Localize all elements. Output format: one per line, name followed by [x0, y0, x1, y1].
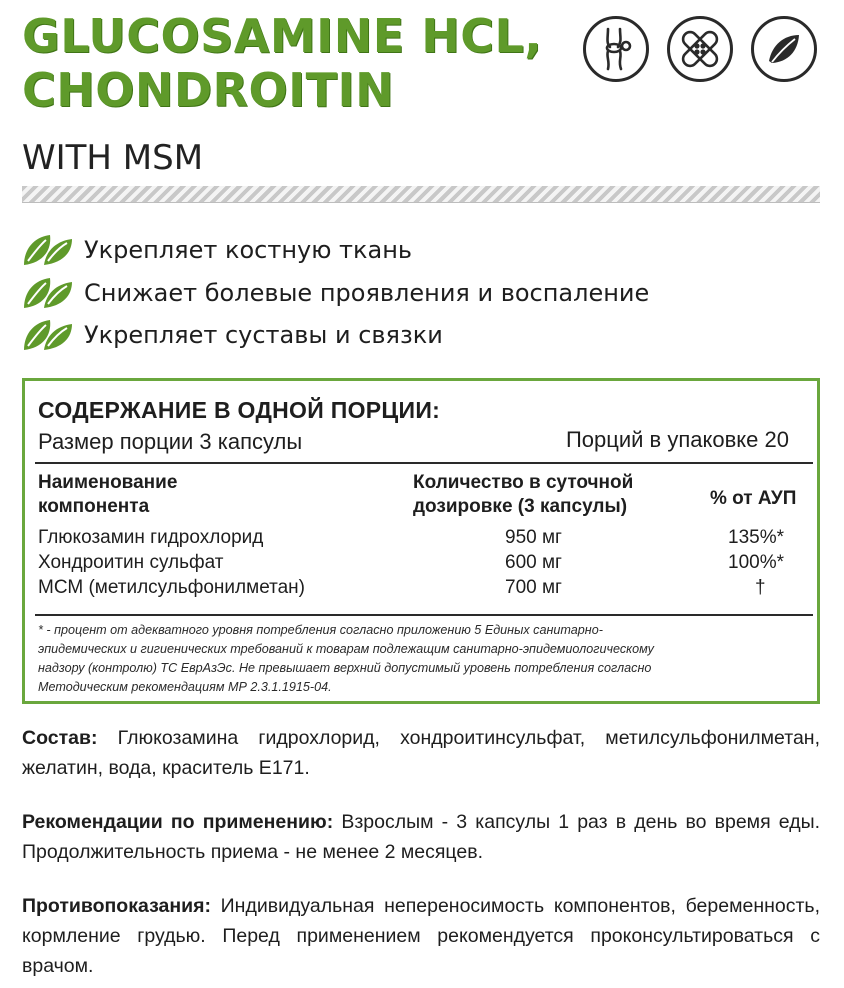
panel-heading: СОДЕРЖАНИЕ В ОДНОЙ ПОРЦИИ: [38, 397, 441, 423]
component-amount: 950 мг [505, 527, 562, 548]
component-percent: 135%* [728, 527, 784, 548]
table-divider [35, 614, 813, 616]
table-divider [35, 462, 813, 464]
usage-section [22, 807, 820, 867]
leaf-icon [22, 233, 74, 267]
component-name: Хондроитин сульфат [38, 552, 224, 573]
column-header-quantity-line: дозировке (3 капсулы) [413, 496, 628, 517]
bandage-icon [667, 16, 733, 82]
serving-size: Размер порции 3 капсулы [38, 429, 303, 454]
product-title-line-2: CHONDROITIN [22, 63, 395, 117]
footnote-line: * - процент от адекватного уровня потребления согласно приложению 5 Единых санитарно- [38, 623, 603, 637]
leaf-icon [751, 16, 817, 82]
leaf-icon [22, 276, 74, 310]
column-header-quantity-line: Количество в суточной [413, 472, 634, 493]
usage-label: Рекомендации по применению: [22, 811, 334, 833]
benefit-item [22, 317, 443, 353]
component-amount: 700 мг [505, 577, 562, 598]
nutrition-panel [22, 378, 820, 704]
footnote-line: эпидемических и гигиенических требований к товарам подлежащим санитарно-эпидемиологическому [38, 642, 654, 656]
benefit-text: Снижает болевые проявления и воспаление [84, 279, 650, 307]
table-row [38, 551, 224, 575]
servings-per-pack: Порций в упаковке 20 [565, 427, 789, 452]
benefit-text: Укрепляет костную ткань [84, 236, 413, 264]
table-row [38, 576, 305, 600]
contraindications-text: Индивидуальная непереносимость компонентов, беременность, кормление грудью. Перед применением рекомендуется проконсультироваться с врачом. [22, 895, 820, 977]
benefit-item [22, 232, 412, 268]
benefit-text: Укрепляет суставы и связки [84, 321, 443, 349]
usage-text: Взрослым - 3 капсулы 1 раз в день во время еды. Продолжительность приема - не менее 2 месяцев. [22, 811, 821, 863]
component-amount: 600 мг [505, 552, 562, 573]
contraindications-label: Противопоказания: [22, 895, 211, 917]
header-divider [22, 186, 820, 203]
composition-label: Состав: [22, 727, 98, 749]
component-percent: 100%* [728, 552, 784, 573]
benefit-item [22, 275, 649, 311]
column-header-name-line: компонента [38, 496, 150, 517]
product-subtitle: WITH MSM [22, 138, 204, 178]
footnote-line: надзору (контролю) ТС ЕврАзЭс. Не превышает верхний допустимый уровень потребления согласно [38, 661, 652, 675]
contraindications-section [22, 891, 820, 981]
component-percent: † [755, 577, 766, 598]
joint-icon [583, 16, 649, 82]
component-name: МСМ (метилсульфонилметан) [38, 577, 306, 598]
column-header-name [38, 471, 177, 519]
component-name: Глюкозамин гидрохлорид [38, 527, 264, 548]
footnote [38, 621, 808, 697]
table-row [38, 526, 263, 550]
column-header-name-line: Наименование [38, 472, 178, 493]
composition-text: Глюкозамина гидрохлорид, хондроитинсульфат, метилсульфонилметан, желатин, вода, краситель Е171. [22, 727, 820, 779]
footnote-line: Методическим рекомендациям МР 2.3.1.1915-04. [38, 680, 332, 694]
column-header-quantity [413, 471, 633, 519]
composition-section [22, 723, 820, 783]
leaf-icon [22, 318, 74, 352]
column-header-percent: % от АУП [710, 488, 797, 509]
product-title-line-1: GLUCOSAMINE HCL, [22, 9, 543, 63]
